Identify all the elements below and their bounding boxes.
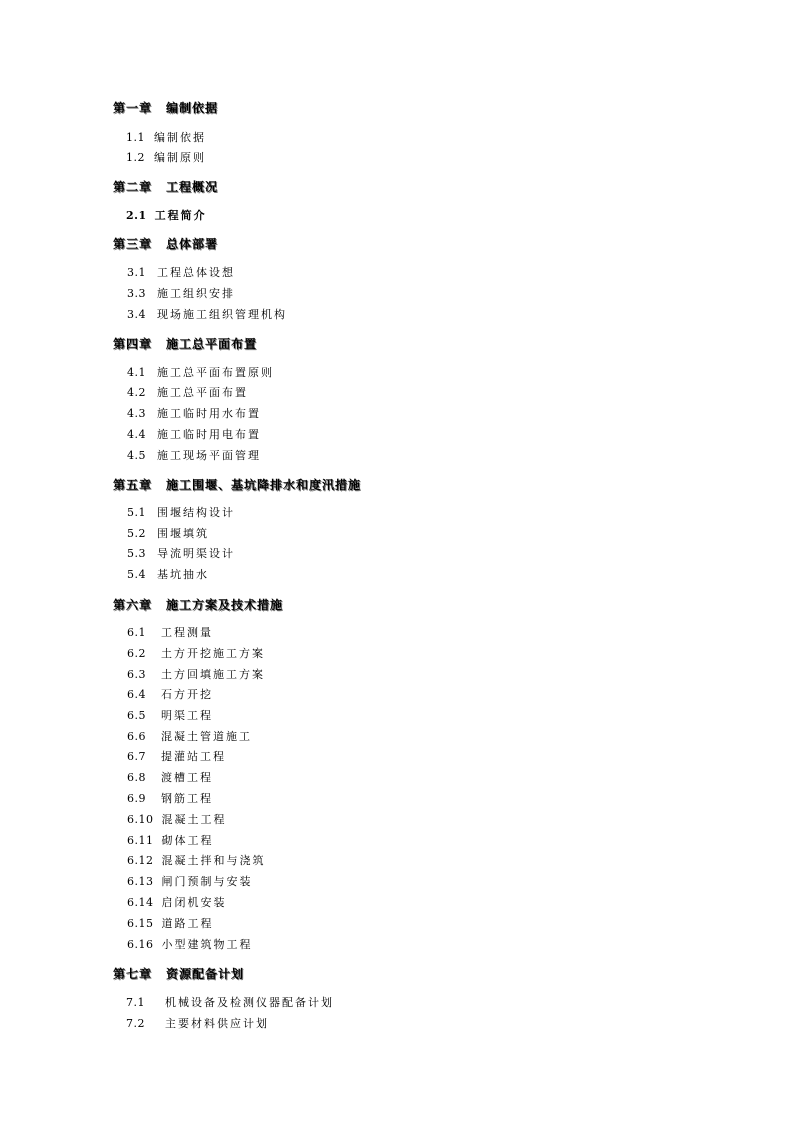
section-title: 编制依据 [154,131,206,144]
section-number: 4.5 [127,449,146,462]
chapter-heading [113,476,361,493]
toc-entry [127,728,252,744]
toc-entry [127,915,214,931]
section-number: 4.4 [127,428,146,441]
section-number: 4.3 [127,407,146,420]
section-title: 小型建筑物工程 [161,938,253,951]
section-title: 启闭机安装 [161,896,227,909]
toc-entry [126,994,334,1010]
section-number: 1.1 [126,131,145,144]
chapter-title: 施工总平面布置 [166,337,258,351]
toc-entry [127,894,227,910]
section-title: 工程简介 [154,209,207,222]
section-title: 主要材料供应计划 [165,1017,269,1030]
section-title: 工程总体设想 [157,266,235,279]
toc-entry [126,1015,269,1031]
section-number: 5.3 [127,547,146,560]
section-number: 6.12 [127,854,154,867]
section-title: 机械设备及检测仪器配备计划 [165,996,334,1009]
toc-entry [127,686,213,702]
section-number: 3.1 [127,266,146,279]
chapter-heading [113,178,218,195]
section-title: 混凝土拌和与浇筑 [161,854,266,867]
toc-entry [127,285,235,301]
section-number: 5.1 [127,506,146,519]
toc-entry [127,447,261,463]
section-title: 施工现场平面管理 [157,449,261,462]
toc-entry [127,936,253,952]
section-number: 6.14 [127,896,154,909]
chapter-title: 施工围堰、基坑降排水和度汛措施 [166,478,362,492]
chapter-number: 第七章 [113,967,153,981]
section-number: 6.6 [127,730,146,743]
section-title: 砌体工程 [161,834,214,847]
chapter-heading [113,235,218,252]
chapter-heading [113,965,244,982]
toc-entry [127,384,248,400]
section-number: 6.4 [127,688,146,701]
section-title: 导流明渠设计 [157,547,235,560]
section-title: 渡槽工程 [161,771,213,784]
section-number: 6.7 [127,750,146,763]
section-title: 基坑抽水 [157,568,209,581]
chapter-number: 第五章 [113,478,153,492]
section-number: 6.9 [127,792,146,805]
toc-entry [127,852,266,868]
section-title: 工程测量 [161,626,213,639]
toc-entry [127,624,213,640]
toc-entry [127,666,265,682]
section-number: 6.1 [127,626,146,639]
toc-entry [127,566,209,582]
toc-entry [127,306,287,322]
toc-entry [126,149,206,165]
section-number: 5.2 [127,527,146,540]
chapter-heading [113,596,283,613]
section-number: 7.2 [126,1017,145,1030]
section-number: 6.15 [127,917,154,930]
toc-entry [127,426,261,442]
section-number: 6.11 [127,834,154,847]
section-number: 6.13 [127,875,154,888]
section-number: 6.8 [127,771,146,784]
section-title: 明渠工程 [161,709,213,722]
section-title: 提灌站工程 [161,750,226,763]
section-number: 2.1 [126,209,147,222]
chapter-number: 第四章 [113,337,153,351]
chapter-heading [113,335,257,352]
toc-entry [127,525,209,541]
section-title: 道路工程 [161,917,214,930]
section-number: 7.1 [126,996,145,1009]
chapter-heading [113,99,218,116]
chapter-number: 第一章 [113,101,153,115]
toc-entry [126,207,207,223]
chapter-number: 第二章 [113,180,153,194]
toc-entry [126,129,206,145]
section-title: 围堰填筑 [157,527,209,540]
chapter-title: 总体部署 [166,237,219,251]
toc-entry [127,832,214,848]
section-title: 围堰结构设计 [157,506,235,519]
toc-entry [127,364,274,380]
toc-entry [127,748,226,764]
section-number: 6.10 [127,813,154,826]
section-title: 土方开挖施工方案 [161,647,265,660]
section-number: 5.4 [127,568,146,581]
chapter-title: 工程概况 [166,180,219,194]
toc-entry [127,264,235,280]
section-title: 施工组织安排 [157,287,235,300]
chapter-number: 第三章 [113,237,153,251]
chapter-title: 施工方案及技术措施 [166,598,284,612]
section-number: 6.3 [127,668,146,681]
section-title: 土方回填施工方案 [161,668,265,681]
toc-entry [127,405,261,421]
section-number: 6.2 [127,647,146,660]
section-number: 6.5 [127,709,146,722]
section-number: 3.4 [127,308,146,321]
section-number: 6.16 [127,938,154,951]
toc-entry [127,504,235,520]
toc-entry [127,707,213,723]
toc-entry [127,769,213,785]
section-title: 现场施工组织管理机构 [157,308,287,321]
section-title: 钢筋工程 [161,792,213,805]
section-title: 施工总平面布置 [157,386,248,399]
section-number: 4.1 [127,366,146,379]
section-number: 4.2 [127,386,146,399]
section-title: 混凝土管道施工 [161,730,252,743]
toc-entry [127,811,227,827]
chapter-title: 资源配备计划 [166,967,245,981]
section-title: 施工总平面布置原则 [157,366,274,379]
chapter-number: 第六章 [113,598,153,612]
toc-entry [127,873,253,889]
section-title: 石方开挖 [161,688,213,701]
section-title: 施工临时用水布置 [157,407,261,420]
toc-entry [127,545,235,561]
section-number: 1.2 [126,151,145,164]
section-title: 混凝土工程 [161,813,227,826]
section-title: 闸门预制与安装 [161,875,253,888]
section-title: 编制原则 [154,151,206,164]
toc-entry [127,790,213,806]
section-title: 施工临时用电布置 [157,428,261,441]
section-number: 3.3 [127,287,146,300]
toc-entry [127,645,265,661]
chapter-title: 编制依据 [166,101,219,115]
